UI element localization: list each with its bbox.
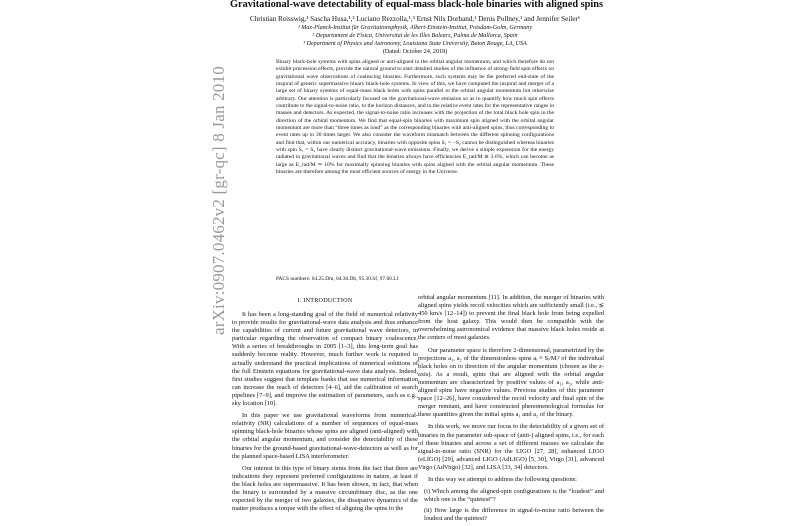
section-heading-introduction: I. INTRODUCTION bbox=[297, 297, 353, 304]
paragraph: It has been a long-standing goal of the field of numerical relativity to provide results for gravitational-wave data analysis and thus enhance the capabilities of current and future gravitational wave detectors, in particular regarding the observation of compact binary coalescence. With a series of breakthroughs in 2005 [1–3], this long-term goal has suddenly become reality. However, much further work is required to actually understand the practical implications of numerical solutions of the full Einstein equations for gravitational-wave data analysis. Indeed, first studies suggest that template banks that use numerical information can increase the reach of detectors [4–6], aid the calibration of search pipelines [7–9], and improve the estimation of parameters, such as e.g., sky location [10]. bbox=[232, 311, 418, 408]
arxiv-stamp-text: arXiv:0907.0462v2 [gr-qc] 8 Jan 2010 bbox=[209, 66, 228, 335]
paragraph: In this work, we move our focus to the detectability of a given set of binaries in the parameter sub-space of (anti-) aligned spins, i.e., for each of these binaries and across a set of different masses we calculate the signal-to-noise ratio (SNR) for the LIGO [27, 28], enhanced LIGO (eLIGO) [29], advanced LIGO (AdLIGO) [5, 30], Virgo [31], advanced Virgo (AdVirgo) [32], and LISA [33, 34] detectors. bbox=[418, 423, 604, 471]
right-column bbox=[418, 294, 604, 526]
question-item: (i) Which among the aligned-spin configurations is the “loudest” and which one is the “quietest”? bbox=[424, 488, 604, 504]
pacs-numbers: PACS numbers: 04.25.Dm, 04.30.Db, 95.30.Sf, 97.60.Lf bbox=[276, 276, 399, 282]
paragraph: In this way we attempt to address the following questions: bbox=[428, 475, 577, 483]
left-column bbox=[232, 311, 418, 517]
paragraph: Our parameter space is therefore 2-dimensional, parametrized by the projections a₁, a₂ of the dimensionless spins aᵢ ≡ Sᵢ/Mᵢ² of the individual black holes on to direction of the angular momentum (chosen as the z-axis). As a result, spins that are aligned with the orbital angular momentum are characterized by positive values of a₁, a₂, while anti-aligned spins have negative values. Previous studies of this parameter space [12–26], have considered the recoil velocity and final spin of the merger remnant, and have constructed phenomenological formulas for these quantities given the initial spins a₁ and a₂ of the binary. bbox=[418, 346, 604, 419]
paragraph: In this paper we use gravitational waveforms from numerical-relativity (NR) calculations of a number of sequences of equal-mass spinning black-hole binaries whose spins are aligned (anti-aligned) with the orbital angular momentum, and consider the detectability of these binaries for the ground-based gravitational-wave-detectors as well as for the planned space-based LISA interferometer. bbox=[232, 412, 418, 460]
affiliation-2: ² Departament de Física, Universitat de les Illes Balears, Palma de Mallorca, Spain bbox=[312, 33, 518, 39]
paragraph: Our interest in this type of binary stems from the fact that there are indications they represent preferred configurations in nature, at least if the black holes are supermassive. It has been shown, in fact, that when the binary is surrounded by a massive circumbinary disc, as the one expected by the merger of two galaxies, the dissipative dynamics of the matter produces a torque with the effect of aligning the spins to the bbox=[232, 464, 418, 513]
date-line: (Dated: October 24, 2018) bbox=[382, 49, 448, 55]
affiliation-3: ³ Department of Physics and Astronomy, Louisiana State University, Baton Rouge, LA, USA bbox=[303, 41, 527, 47]
arxiv-stamp bbox=[196, 48, 236, 338]
paper-title: Gravitational-wave detectability of equal-mass black-hole binaries with aligned spins bbox=[230, 0, 603, 10]
abstract: Binary black-hole systems with spins aligned or anti-aligned to the orbital angular momentum, and which therefore do not exhibit precession effects, provide the natural ground to start detailed studies of the influence of strong-field spin effects on gravitational wave observations of coalescing binaries. Furthermore, such systems may be the preferred end-state of the inspiral of generic supermassive binary black-hole systems. In view of this, we have computed the inspiral and merger of a large set of binary systems of equal-mass black holes with spins parallel to the orbital angular momentum but otherwise arbitrary. Our attention is particularly focused on the gravitational-wave emission so as to quantify how much spin effects contribute to the signal-to-noise ratio, to the horizon distances, and to the relative event rates for the representative ranges in masses and detectors. As expected, the signal-to-noise ratio increases with the projection of the total black hole spin in the direction of the orbital momentum. We find that equal-spin binaries with maximum spin aligned with the orbital angular momentum are more than “three times as loud” as the corresponding binaries with anti-aligned spins, thus corresponding to event rates up to 30 times larger. We also consider the waveform mismatch between the different spinning configurations and find that, within our numerical accuracy, binaries with opposite spins S₁ = −S₂ cannot be distinguished whereas binaries with spin S₁ = S₂ have clearly distinct gravitational-wave emissions. Finally, we derive a simple expression for the energy radiated in gravitational waves and find that the binaries always have efficiencies E_rad/M ≳ 3.6%, which can become as large as E_rad/M ≃ 10% for maximally spinning binaries with spins aligned with the orbital angular momentum. These binaries are therefore among the most efficient sources of energy in the Universe. bbox=[276, 59, 554, 176]
affiliation-1: ¹ Max-Planck-Institut für Gravitationsphysik, Albert-Einstein-Institut, Potsdam-Golm, Germany bbox=[297, 25, 533, 31]
paragraph: orbital angular momentum [11]. In addition, the merger of binaries with aligned spins yields recoil velocities which are sufficiently small (i.e., ≲ 450 km/s [12–14]) to prevent the final black hole from being expelled from the host galaxy. This would then be compatible with the overwhelming astronomical evidence that massive black holes reside at the centers of most galaxies. bbox=[418, 294, 604, 342]
arxiv-stamp-graphic bbox=[196, 48, 236, 338]
question-item: (ii) How large is the difference in signal-to-noise ratio between the loudest and the quietest? bbox=[424, 507, 604, 523]
author-list: Christian Reisswig,¹ Sascha Husa,¹,² Luciano Rezzolla,¹,³ Ernst Nils Dorband,¹ Denis Pollney,¹ and Jennifer Seiler¹ bbox=[249, 15, 581, 23]
